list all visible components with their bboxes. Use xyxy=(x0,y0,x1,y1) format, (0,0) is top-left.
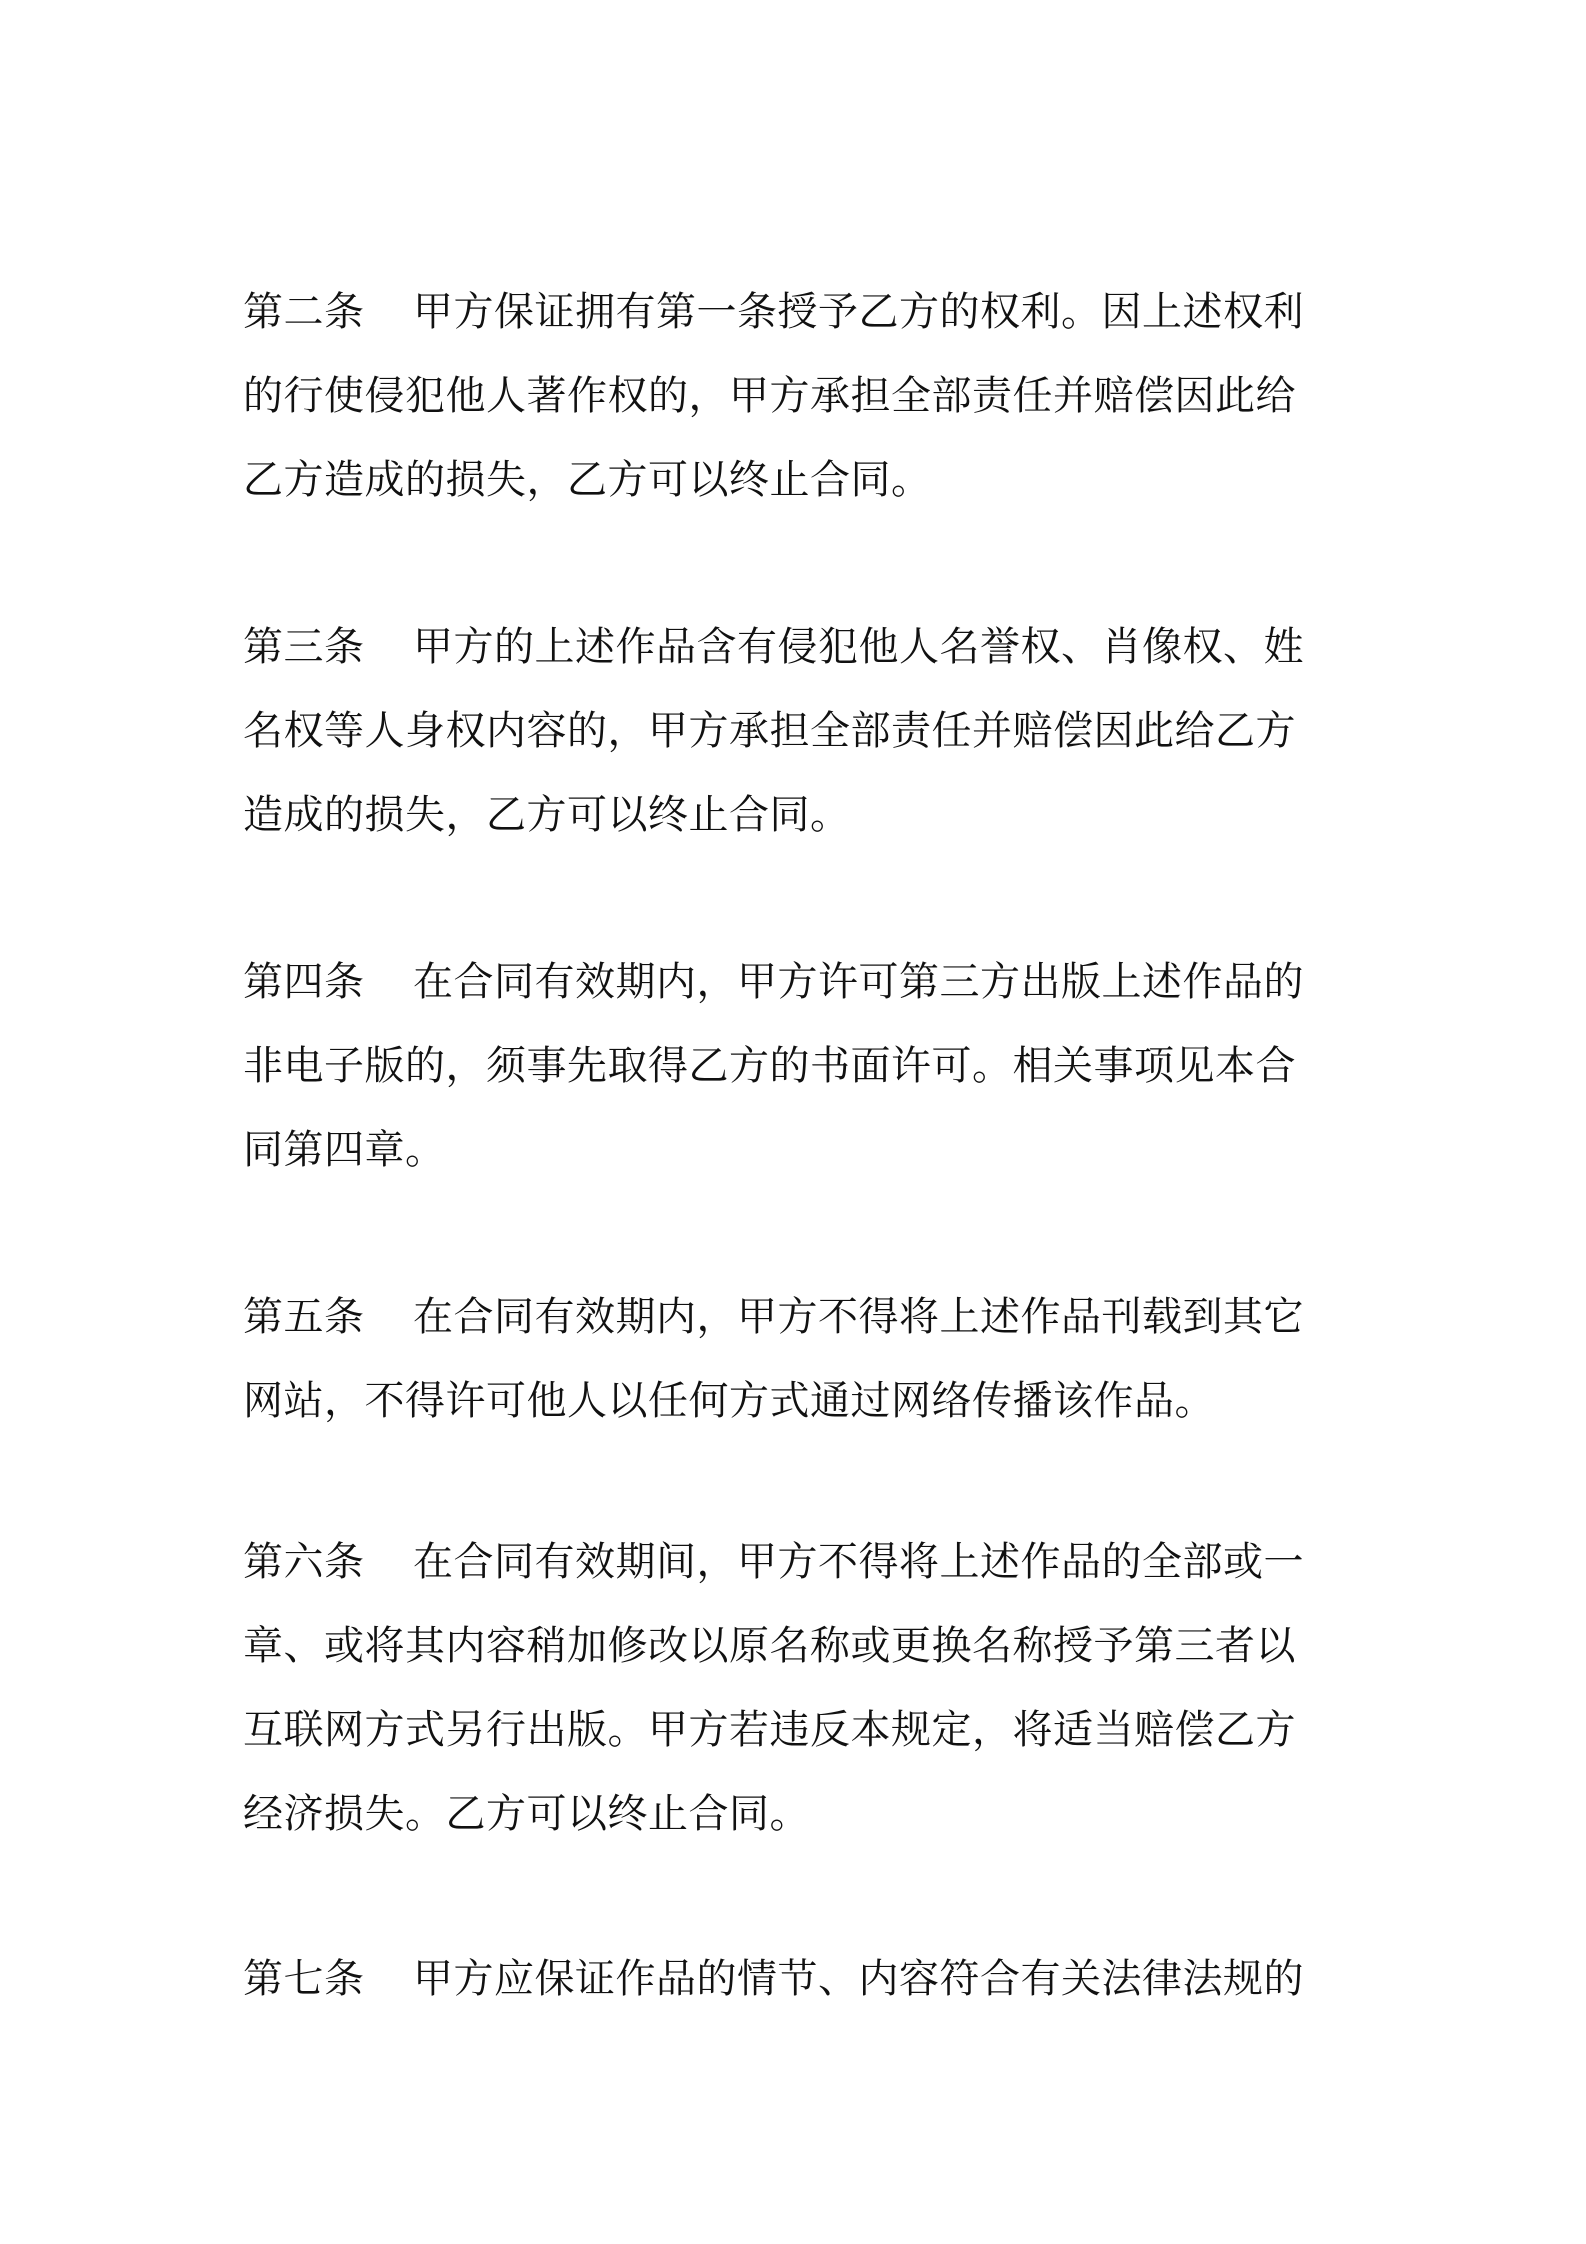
article-text: 在合同有效期内，甲方许可第三方出版上述作品的 xyxy=(413,959,1304,1005)
article-first-line xyxy=(243,1275,1363,1359)
article-number: 第四条 xyxy=(243,959,365,1005)
article-text: 甲方应保证作品的情节、内容符合有关法律法规的 xyxy=(413,1956,1304,2002)
article-7 xyxy=(243,1937,1363,2021)
article-4 xyxy=(243,940,1363,1192)
article-first-line xyxy=(243,270,1363,354)
article-text: 同第四章。 xyxy=(243,1127,446,1173)
article-number: 第三条 xyxy=(243,624,365,670)
article-number: 第六条 xyxy=(243,1539,365,1585)
article-text: 网站，不得许可他人以任何方式通过网络传播该作品。 xyxy=(243,1378,1215,1424)
article-text: 乙方造成的损失，乙方可以终止合同。 xyxy=(243,457,932,503)
article-6 xyxy=(243,1520,1363,1856)
article-text: 甲方保证拥有第一条授予乙方的权利。因上述权利 xyxy=(413,289,1304,335)
article-text: 经济损失。乙方可以终止合同。 xyxy=(243,1791,810,1837)
article-5 xyxy=(243,1275,1363,1443)
article-number: 第五条 xyxy=(243,1294,365,1340)
article-first-line xyxy=(243,1937,1363,2021)
article-text: 章、或将其内容稍加修改以原名称或更换名称授予第三者以 xyxy=(243,1623,1296,1669)
article-number: 第二条 xyxy=(243,289,365,335)
article-first-line xyxy=(243,940,1363,1024)
article-text: 非电子版的，须事先取得乙方的书面许可。相关事项见本合 xyxy=(243,1043,1296,1089)
article-first-line xyxy=(243,605,1363,689)
article-text: 甲方的上述作品含有侵犯他人名誉权、肖像权、姓 xyxy=(413,624,1304,670)
article-3 xyxy=(243,605,1363,857)
article-text: 在合同有效期内，甲方不得将上述作品刊载到其它 xyxy=(413,1294,1304,1340)
article-text: 的行使侵犯他人著作权的，甲方承担全部责任并赔偿因此给 xyxy=(243,373,1296,419)
article-2 xyxy=(243,270,1363,522)
article-first-line xyxy=(243,1520,1363,1604)
article-text: 在合同有效期间，甲方不得将上述作品的全部或一 xyxy=(413,1539,1304,1585)
article-text: 名权等人身权内容的，甲方承担全部责任并赔偿因此给乙方 xyxy=(243,708,1296,754)
article-number: 第七条 xyxy=(243,1956,365,2002)
article-text: 造成的损失，乙方可以终止合同。 xyxy=(243,792,851,838)
article-text: 互联网方式另行出版。甲方若违反本规定，将适当赔偿乙方 xyxy=(243,1707,1296,1753)
